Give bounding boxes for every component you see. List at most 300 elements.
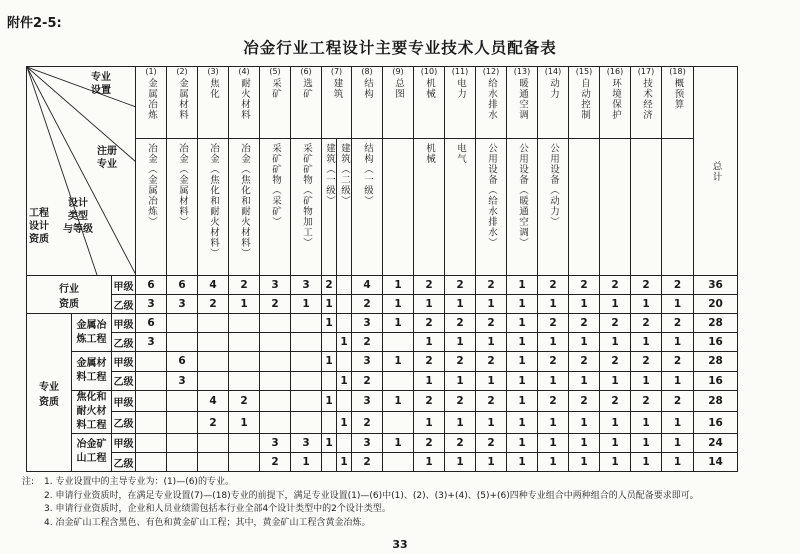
specialty-name: 选矿 <box>301 78 313 99</box>
note-item: 3. 申请行业资质时，企业和人员业绩需包括本行业全部4个设计类型中的2个设计类型。 <box>44 504 391 514</box>
table-title: 冶金行业工程设计主要专业技术人员配备表 <box>243 39 557 57</box>
value-cell: 3 <box>260 276 291 295</box>
specialty-name: 机械 <box>424 78 436 99</box>
total-cell: 14 <box>694 452 738 471</box>
specialty-name: 结构 <box>362 78 374 99</box>
value-cell: 2 <box>260 452 291 471</box>
value-cell: 2 <box>198 412 229 434</box>
value-cell: 1 <box>569 295 600 314</box>
value-cell <box>229 333 260 352</box>
value-cell <box>198 371 229 390</box>
specialty-header-2 <box>167 67 198 139</box>
value-cell: 3 <box>167 295 198 314</box>
grade-cell: 乙级 <box>112 412 136 434</box>
specialty-header-15 <box>569 67 600 139</box>
value-cell: 1 <box>631 295 662 314</box>
value-cell: 1 <box>445 333 476 352</box>
value-cell: 1 <box>507 371 538 390</box>
value-cell <box>167 314 198 333</box>
specialty-number: (16) <box>606 67 624 76</box>
specialty-number: (18) <box>669 67 686 76</box>
corner-label-qualification: 工程 设计 资质 <box>29 208 49 245</box>
total-header <box>694 67 738 276</box>
table-row <box>27 352 738 371</box>
value-cell: 1 <box>414 295 445 314</box>
total-cell: 36 <box>694 276 738 295</box>
registered-specialty-1 <box>136 139 167 276</box>
value-cell: 2 <box>600 352 631 371</box>
specialty-number: (1) <box>145 67 157 76</box>
value-cell: 2 <box>352 371 383 390</box>
value-cell <box>136 371 167 390</box>
specialty-name: 电力 <box>455 78 467 99</box>
specialty-header-12 <box>476 67 507 139</box>
value-cell: 2 <box>538 352 569 371</box>
specialty-number: (6) <box>300 67 312 76</box>
specialty-name: 概预算 <box>672 78 684 110</box>
specialty-header-14 <box>538 67 569 139</box>
table-row <box>27 452 738 471</box>
value-cell: 2 <box>352 452 383 471</box>
value-cell: 1 <box>507 295 538 314</box>
specialty-number: (10) <box>420 67 438 76</box>
sub-engineering-type: 金属冶 炼工程 <box>72 314 112 352</box>
registered-specialty-5 <box>260 139 291 276</box>
value-cell <box>337 390 352 412</box>
value-cell: 2 <box>445 276 476 295</box>
value-cell: 2 <box>476 314 507 333</box>
value-cell: 1 <box>631 371 662 390</box>
registered-specialty-text: 建筑（二级） <box>339 143 351 207</box>
specialty-header-3 <box>198 67 229 139</box>
grade-cell: 乙级 <box>112 371 136 390</box>
total-cell: 20 <box>694 295 738 314</box>
value-cell <box>167 412 198 434</box>
value-cell: 1 <box>662 433 694 452</box>
grade-cell: 甲级 <box>112 352 136 371</box>
total-cell: 16 <box>694 333 738 352</box>
value-cell: 1 <box>507 433 538 452</box>
value-cell <box>260 333 291 352</box>
value-cell: 1 <box>538 412 569 434</box>
registered-specialty-16 <box>600 139 631 276</box>
value-cell: 6 <box>136 276 167 295</box>
specialty-name: 金属冶炼 <box>146 78 158 120</box>
value-cell <box>383 333 414 352</box>
value-cell <box>260 371 291 390</box>
value-cell <box>291 390 322 412</box>
value-cell: 2 <box>445 390 476 412</box>
registered-specialty-text: 冶金（金属材料） <box>177 143 189 228</box>
value-cell: 1 <box>662 295 694 314</box>
value-cell: 1 <box>569 433 600 452</box>
value-cell <box>229 352 260 371</box>
specialty-header-9 <box>383 67 414 139</box>
value-cell: 2 <box>352 295 383 314</box>
specialty-header-6 <box>291 67 322 139</box>
corner-label-design-type: 设计 类型 与等级 <box>63 198 93 235</box>
value-cell: 2 <box>352 333 383 352</box>
registered-specialty-text: 采矿矿物（采矿） <box>270 143 282 228</box>
value-cell: 2 <box>569 314 600 333</box>
value-cell: 1 <box>538 433 569 452</box>
table-row <box>27 371 738 390</box>
specialty-number: (17) <box>637 67 655 76</box>
value-cell: 6 <box>167 352 198 371</box>
grade-cell: 甲级 <box>112 314 136 333</box>
grade-cell: 乙级 <box>112 333 136 352</box>
value-cell: 1 <box>337 412 352 434</box>
value-cell: 2 <box>322 276 337 295</box>
registered-specialty-9 <box>383 139 414 276</box>
specialty-number: (8) <box>361 67 373 76</box>
total-label: 总计 <box>710 160 722 182</box>
registered-specialty-15 <box>569 139 600 276</box>
table-row <box>27 314 738 333</box>
specialty-name: 采矿 <box>270 78 282 99</box>
specialty-number: (5) <box>269 67 281 76</box>
specialty-number: (2) <box>176 67 188 76</box>
value-cell <box>291 333 322 352</box>
value-cell: 1 <box>322 314 337 333</box>
value-cell: 1 <box>507 276 538 295</box>
value-cell: 2 <box>538 314 569 333</box>
group-industry-qualification: 行业 资质 <box>27 276 112 314</box>
table-row <box>27 333 738 352</box>
value-cell: 1 <box>383 390 414 412</box>
total-cell: 28 <box>694 352 738 371</box>
registered-specialty-7-reg2 <box>337 139 352 276</box>
note-item: 2. 申请行业资质时，在满足专业设置(7)—(18)专业的前提下，满足专业设置(1)—(6)中(1)、(2)、(3)+(4)、(5)+(6)四种专业组合中两种组合的人员配备要求即可。 <box>44 490 699 501</box>
value-cell: 2 <box>569 276 600 295</box>
registered-specialty-13 <box>507 139 538 276</box>
value-cell <box>136 433 167 452</box>
specialty-name: 暖通空调 <box>517 78 529 120</box>
value-cell <box>167 390 198 412</box>
registered-specialty-text: 冶金（焦化和耐火材料） <box>208 143 220 259</box>
value-cell: 6 <box>136 314 167 333</box>
value-cell: 2 <box>569 352 600 371</box>
group-specialty-qualification: 专业 资质 <box>27 314 72 472</box>
value-cell <box>337 314 352 333</box>
value-cell: 1 <box>631 433 662 452</box>
value-cell <box>260 352 291 371</box>
notes <box>22 476 794 530</box>
value-cell <box>229 433 260 452</box>
value-cell: 1 <box>600 433 631 452</box>
value-cell: 2 <box>631 276 662 295</box>
value-cell: 1 <box>538 371 569 390</box>
value-cell: 1 <box>337 452 352 471</box>
value-cell: 1 <box>414 412 445 434</box>
value-cell <box>260 314 291 333</box>
note-item: 4. 冶金矿山工程含黑色、有色和黄金矿山工程；其中，黄金矿山工程含黄金冶炼。 <box>44 517 371 528</box>
table-row <box>27 276 738 295</box>
specialty-header-16 <box>600 67 631 139</box>
value-cell <box>198 314 229 333</box>
value-cell: 1 <box>600 412 631 434</box>
registered-specialty-text: 结构（一级） <box>362 143 374 207</box>
value-cell: 1 <box>322 352 337 371</box>
page-number: 33 <box>392 538 408 551</box>
value-cell: 2 <box>476 433 507 452</box>
value-cell <box>322 452 337 471</box>
registered-specialty-text: 电气 <box>455 143 467 165</box>
specialty-name: 建筑 <box>331 78 343 99</box>
specialty-header-13 <box>507 67 538 139</box>
value-cell: 1 <box>476 452 507 471</box>
value-cell: 2 <box>414 314 445 333</box>
value-cell: 3 <box>352 352 383 371</box>
value-cell: 1 <box>538 452 569 471</box>
value-cell <box>322 412 337 434</box>
grade-cell: 甲级 <box>112 433 136 452</box>
value-cell: 1 <box>476 295 507 314</box>
registered-specialty-17 <box>631 139 662 276</box>
value-cell: 1 <box>507 412 538 434</box>
staffing-table <box>26 66 738 472</box>
specialty-header-18 <box>662 67 694 139</box>
registered-specialty-text: 冶金（焦化和耐火材料） <box>239 143 251 259</box>
value-cell: 1 <box>445 452 476 471</box>
value-cell <box>260 412 291 434</box>
value-cell: 1 <box>507 390 538 412</box>
total-cell: 24 <box>694 433 738 452</box>
registered-specialty-12 <box>476 139 507 276</box>
value-cell: 2 <box>569 390 600 412</box>
value-cell: 1 <box>538 333 569 352</box>
specialty-header-8 <box>352 67 383 139</box>
value-cell <box>337 295 352 314</box>
value-cell <box>383 371 414 390</box>
value-cell: 1 <box>383 433 414 452</box>
value-cell: 2 <box>631 390 662 412</box>
value-cell: 1 <box>291 452 322 471</box>
specialty-header-17 <box>631 67 662 139</box>
value-cell <box>167 433 198 452</box>
specialty-number: (15) <box>575 67 593 76</box>
registered-specialty-text: 公用设备（动力） <box>548 143 560 228</box>
value-cell: 1 <box>569 333 600 352</box>
value-cell <box>229 314 260 333</box>
registered-specialty-text: 公用设备（暖通空调） <box>517 143 529 249</box>
value-cell <box>291 352 322 371</box>
value-cell: 1 <box>631 412 662 434</box>
note-item: 1. 专业设置中的主导专业为：(1)—(6)的专业。 <box>44 477 234 487</box>
value-cell: 1 <box>507 314 538 333</box>
value-cell <box>136 352 167 371</box>
value-cell <box>136 452 167 471</box>
value-cell: 1 <box>229 412 260 434</box>
value-cell: 1 <box>662 452 694 471</box>
value-cell <box>167 333 198 352</box>
registered-specialty-14 <box>538 139 569 276</box>
total-cell: 28 <box>694 314 738 333</box>
value-cell: 3 <box>136 295 167 314</box>
value-cell: 1 <box>445 412 476 434</box>
value-cell: 2 <box>476 390 507 412</box>
specialty-name: 环境保护 <box>610 78 622 120</box>
value-cell: 3 <box>352 390 383 412</box>
value-cell: 1 <box>631 333 662 352</box>
value-cell: 1 <box>569 412 600 434</box>
value-cell: 2 <box>538 276 569 295</box>
registered-specialty-text: 公用设备（给水排水） <box>486 143 498 249</box>
value-cell <box>383 452 414 471</box>
value-cell: 3 <box>352 433 383 452</box>
registered-specialty-6 <box>291 139 322 276</box>
specialty-name: 金属材料 <box>177 78 189 120</box>
value-cell: 1 <box>414 371 445 390</box>
specialty-header-5 <box>260 67 291 139</box>
specialty-number: (9) <box>392 67 404 76</box>
value-cell: 1 <box>600 333 631 352</box>
specialty-number: (7) <box>330 67 343 76</box>
value-cell <box>291 412 322 434</box>
sub-engineering-type: 焦化和 耐火材 料工程 <box>72 390 112 433</box>
value-cell: 1 <box>507 333 538 352</box>
value-cell: 1 <box>383 314 414 333</box>
value-cell: 3 <box>167 371 198 390</box>
total-cell: 28 <box>694 390 738 412</box>
specialty-number: (12) <box>482 67 500 76</box>
value-cell: 1 <box>291 295 322 314</box>
corner-label-registered-specialty: 注册 专业 <box>97 146 117 170</box>
value-cell: 2 <box>662 352 694 371</box>
specialty-number: (3) <box>207 67 219 76</box>
attachment-label: 附件2-5: <box>7 16 62 31</box>
value-cell: 2 <box>662 390 694 412</box>
specialty-number: (4) <box>238 67 250 76</box>
value-cell <box>337 352 352 371</box>
value-cell <box>229 371 260 390</box>
value-cell: 1 <box>662 371 694 390</box>
specialty-header-1 <box>136 67 167 139</box>
specialty-name: 动力 <box>548 78 560 99</box>
registered-specialty-4 <box>229 139 260 276</box>
value-cell: 1 <box>600 452 631 471</box>
specialty-name: 总图 <box>393 78 405 99</box>
table-row <box>27 433 738 452</box>
value-cell: 2 <box>600 390 631 412</box>
value-cell: 1 <box>476 371 507 390</box>
grade-cell: 甲级 <box>112 276 136 295</box>
value-cell: 4 <box>352 276 383 295</box>
value-cell: 2 <box>229 276 260 295</box>
total-cell: 16 <box>694 412 738 434</box>
value-cell: 1 <box>322 433 337 452</box>
value-cell: 1 <box>445 371 476 390</box>
value-cell <box>136 412 167 434</box>
header-row-specialty <box>27 67 738 139</box>
value-cell: 2 <box>662 314 694 333</box>
value-cell <box>260 390 291 412</box>
value-cell <box>198 352 229 371</box>
value-cell <box>291 371 322 390</box>
registered-specialty-text: 冶金（金属冶炼） <box>146 143 158 228</box>
value-cell: 2 <box>445 352 476 371</box>
specialty-name: 给水排水 <box>486 78 498 120</box>
registered-specialty-2 <box>167 139 198 276</box>
registered-specialty-7-reg1 <box>322 139 337 276</box>
value-cell <box>229 452 260 471</box>
value-cell <box>136 390 167 412</box>
table-row <box>27 295 738 314</box>
value-cell: 1 <box>337 333 352 352</box>
registered-specialty-11 <box>445 139 476 276</box>
value-cell <box>198 333 229 352</box>
value-cell <box>322 371 337 390</box>
value-cell: 1 <box>600 371 631 390</box>
value-cell: 2 <box>414 433 445 452</box>
value-cell: 2 <box>352 412 383 434</box>
value-cell: 2 <box>445 314 476 333</box>
value-cell: 3 <box>352 314 383 333</box>
registered-specialty-text: 采矿矿物（矿物加工） <box>301 143 313 249</box>
value-cell: 2 <box>260 295 291 314</box>
value-cell: 3 <box>260 433 291 452</box>
value-cell: 1 <box>337 371 352 390</box>
value-cell: 4 <box>198 276 229 295</box>
specialty-name: 焦化 <box>208 78 220 99</box>
value-cell: 1 <box>662 333 694 352</box>
corner-label-specialty-setting: 专业 设置 <box>91 72 111 96</box>
value-cell: 2 <box>414 276 445 295</box>
value-cell: 3 <box>291 433 322 452</box>
specialty-name: 自动控制 <box>579 78 591 120</box>
value-cell: 1 <box>631 452 662 471</box>
value-cell: 1 <box>445 295 476 314</box>
value-cell <box>198 452 229 471</box>
table-row <box>27 412 738 434</box>
value-cell: 2 <box>198 295 229 314</box>
value-cell: 2 <box>476 276 507 295</box>
specialty-name: 耐火材料 <box>239 78 251 120</box>
value-cell: 6 <box>167 276 198 295</box>
notes-label: 注: <box>22 477 35 487</box>
registered-specialty-8 <box>352 139 383 276</box>
value-cell: 2 <box>600 314 631 333</box>
value-cell: 2 <box>600 276 631 295</box>
specialty-header-10 <box>414 67 445 139</box>
value-cell: 1 <box>414 452 445 471</box>
specialty-header-7 <box>322 67 352 139</box>
value-cell: 1 <box>662 412 694 434</box>
value-cell: 1 <box>383 352 414 371</box>
value-cell <box>337 276 352 295</box>
specialty-number: (11) <box>451 67 469 76</box>
value-cell: 3 <box>291 276 322 295</box>
registered-specialty-text: 机械 <box>424 143 436 165</box>
value-cell: 1 <box>476 333 507 352</box>
value-cell <box>322 333 337 352</box>
sub-engineering-type: 金属材 料工程 <box>72 352 112 390</box>
value-cell: 2 <box>538 390 569 412</box>
value-cell: 1 <box>538 295 569 314</box>
registered-specialty-text: 建筑（一级） <box>324 143 336 207</box>
value-cell: 1 <box>569 452 600 471</box>
value-cell: 2 <box>229 390 260 412</box>
value-cell: 1 <box>569 371 600 390</box>
value-cell: 1 <box>229 295 260 314</box>
grade-cell: 甲级 <box>112 390 136 412</box>
value-cell: 2 <box>631 314 662 333</box>
value-cell: 1 <box>600 295 631 314</box>
specialty-number: (13) <box>513 67 531 76</box>
specialty-header-11 <box>445 67 476 139</box>
value-cell: 2 <box>476 352 507 371</box>
table-row <box>27 390 738 412</box>
